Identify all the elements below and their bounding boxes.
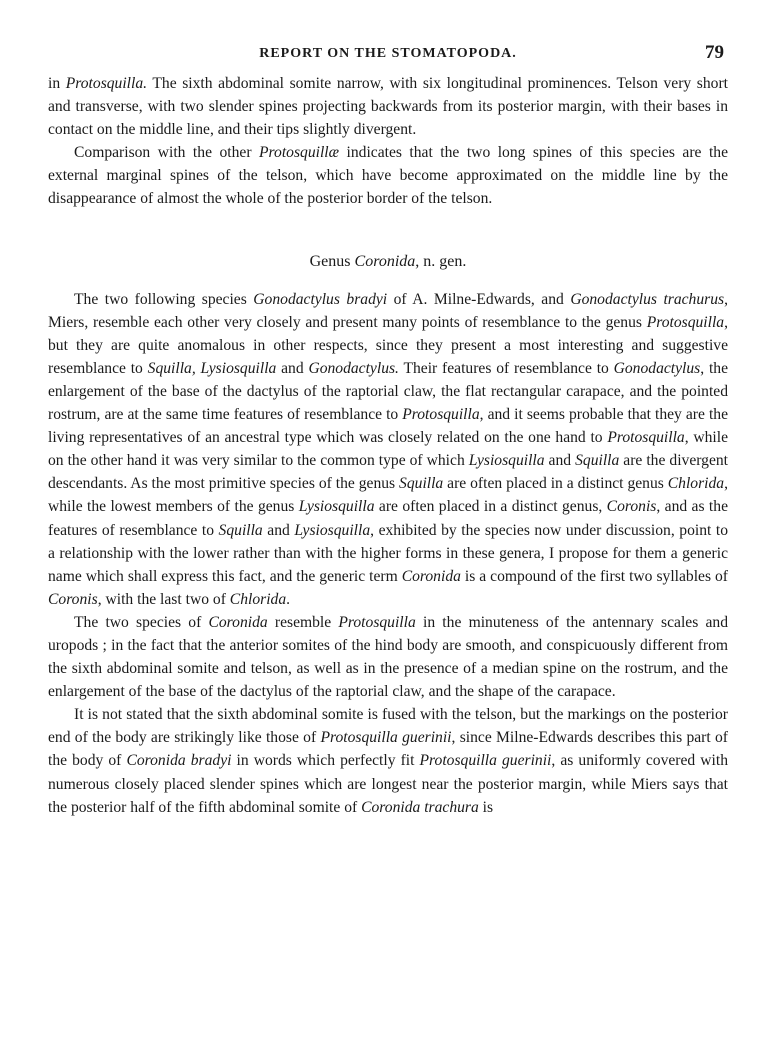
taxon-name: Protosquilla guerinii bbox=[419, 752, 552, 770]
text-run: in bbox=[48, 75, 66, 92]
text-run: is a compound of the first two syllables of bbox=[460, 567, 728, 585]
text-run: , since Milne-Edwards describes this part of the body of bbox=[48, 729, 728, 770]
taxon-name: Protosquilla bbox=[646, 313, 725, 331]
taxon-name: Lysiosquilla bbox=[468, 452, 545, 470]
page-number: 79 bbox=[705, 42, 724, 63]
intro-paragraph bbox=[48, 72, 728, 141]
text-run: in the minuteness of the antennary scales and uropods ; in the fact that the anterior somites of the hind body are smooth, and conspicuously different from the sixth abdominal somite and telson, as well as in the presence of a median spine on the rostrum, and the enlargement of the base of the dactylus of the raptorial claw, and the shape of the carapace. bbox=[48, 613, 728, 701]
running-title: REPORT ON THE STOMATOPODA. bbox=[259, 46, 517, 61]
text-run: are often placed in a distinct genus bbox=[443, 475, 668, 493]
genus-heading bbox=[48, 253, 728, 271]
taxon-name: Coronida trachura bbox=[361, 798, 479, 816]
text-run: , while the lowest members of the genus bbox=[48, 475, 728, 516]
text-run: of A. Milne-Edwards, and bbox=[387, 290, 571, 308]
taxon-name: Coronida bbox=[354, 252, 416, 270]
taxon-name: Gonodactylus bradyi bbox=[253, 290, 388, 308]
taxon-name: Coronis bbox=[48, 590, 98, 608]
taxon-name: Lysiosquilla bbox=[294, 521, 371, 539]
text-run: , the enlargement of the base of the dactylus of the raptorial claw, the flat rectangular carapace, and the pointed rostrum, are at the same time features of resemblance to bbox=[48, 359, 728, 424]
comparison-paragraph bbox=[48, 141, 728, 210]
text-run: . bbox=[286, 590, 291, 608]
text-run: , and it seems probable that they are the living representatives of an ancestral type which was closely related on the one hand to bbox=[48, 406, 728, 447]
text-run: , exhibited by the species now under discussion, point to a relationship with the lower rather than with the higher forms in these genera, I propose for them a generic name which shall express this fact, and the generic term bbox=[48, 521, 728, 585]
heading-text: Genus bbox=[309, 252, 355, 270]
taxon-name: Protosquilla guerinii bbox=[320, 729, 452, 747]
body-paragraph-2 bbox=[48, 611, 728, 703]
taxon-name: Coronida bradyi bbox=[126, 752, 232, 770]
text-run: and bbox=[262, 521, 295, 539]
taxon-name: Coronida bbox=[401, 567, 461, 585]
text-run: , while on the other hand it was very similar to the common type of which bbox=[48, 429, 728, 470]
body-paragraph-3 bbox=[48, 703, 728, 818]
taxon-name: Squilla, Lysiosquilla bbox=[147, 359, 277, 377]
body-paragraph-1 bbox=[48, 288, 728, 611]
text-run: , but they are quite anomalous in other respects, since they present a most interesting and suggestive resemblance to bbox=[48, 313, 728, 377]
text-run: , as uniformly covered with numerous closely placed slender spines which are longest near the posterior margin, while Miers says that the posterior half of the fifth abdominal somite of bbox=[48, 752, 728, 816]
text-run: , with the last two of bbox=[97, 590, 230, 608]
taxon-name: Squilla bbox=[575, 452, 620, 470]
page-header bbox=[48, 42, 728, 72]
text-run: and bbox=[544, 452, 576, 470]
taxon-name: Coronida bbox=[208, 613, 268, 631]
taxon-name: Gonodactylus bbox=[613, 359, 701, 377]
taxon-name: Gonodactylus trachurus bbox=[570, 290, 725, 308]
heading-text: , n. gen. bbox=[415, 252, 467, 270]
taxon-name: Protosquillæ bbox=[259, 144, 340, 162]
page bbox=[48, 42, 728, 819]
taxon-name: Lysiosquilla bbox=[298, 498, 375, 516]
taxon-name: Coronis bbox=[606, 498, 657, 516]
text-run: and bbox=[276, 359, 309, 377]
taxon-name: Protosquilla bbox=[607, 429, 685, 447]
taxon-name: Protosquilla bbox=[338, 613, 416, 631]
text-run: The two species of bbox=[74, 613, 209, 631]
taxon-name: Protosquilla bbox=[402, 406, 480, 424]
text-run: indicates that the two long spines of this species are the external marginal spines of the telson, which have become approximated on the middle line by the disappearance of almost the whole of the posterior border of the telson. bbox=[48, 144, 729, 208]
text-run: are the divergent descendants. As the most primitive species of the genus bbox=[48, 452, 728, 493]
text-run: resemble bbox=[267, 613, 339, 631]
text-run: are often placed in a distinct genus, bbox=[374, 498, 607, 516]
text-run: It is not stated that the sixth abdominal somite is fused with the telson, but the markings on the posterior end of the body are strikingly like those of bbox=[48, 706, 728, 747]
taxon-name: Squilla bbox=[218, 521, 263, 539]
taxon-name: Gonodactylus. bbox=[308, 359, 399, 377]
taxon-name: Protosquilla. bbox=[65, 75, 148, 92]
text-run: Their features of resemblance to bbox=[398, 359, 614, 377]
taxon-name: Chlorida bbox=[229, 590, 287, 608]
text-run: , and as the features of resemblance to bbox=[48, 498, 728, 539]
taxon-name: Chlorida bbox=[667, 475, 725, 493]
text-run: in words which perfectly fit bbox=[231, 752, 420, 770]
text-run: The two following species bbox=[74, 290, 254, 308]
taxon-name: Squilla bbox=[399, 475, 444, 493]
text-run: Comparison with the other bbox=[74, 144, 260, 162]
text-run: , Miers, resemble each other very closely and present many points of resemblance to the genus bbox=[48, 290, 728, 331]
text-run: is bbox=[478, 798, 494, 816]
text-run: The sixth abdominal somite narrow, with six longitudinal prominences. Telson very short and transverse, with two slender spines projecting backwards from its posterior margin, with their bases in contact on the middle line, and their tips slightly divergent. bbox=[48, 75, 728, 139]
